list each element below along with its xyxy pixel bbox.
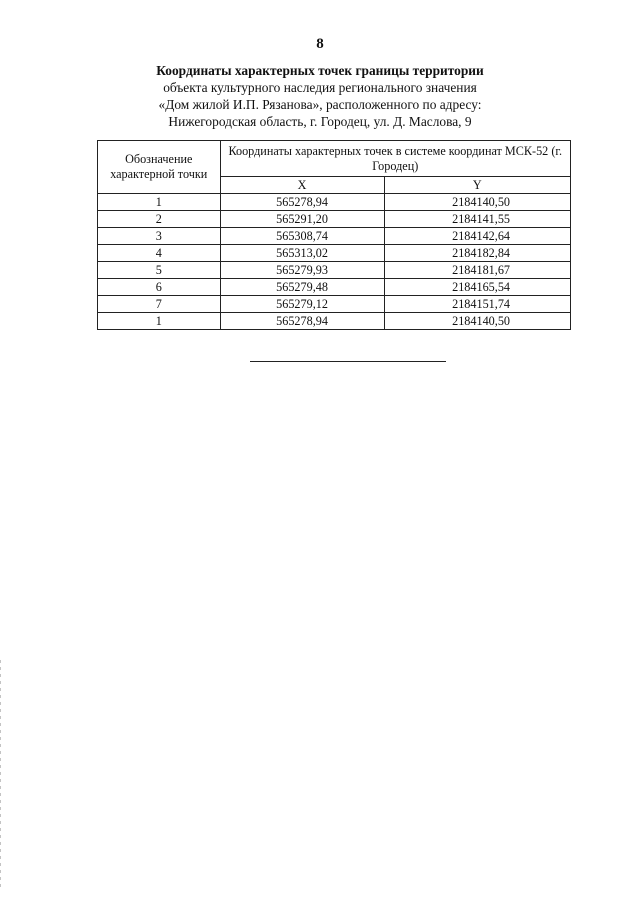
y-cell: 2184182,84	[384, 245, 570, 262]
point-cell: 5	[98, 262, 221, 279]
point-cell: 1	[98, 194, 221, 211]
x-cell: 565278,94	[220, 194, 384, 211]
y-cell: 2184141,55	[384, 211, 570, 228]
point-cell: 6	[98, 279, 221, 296]
point-cell: 1	[98, 313, 221, 330]
point-cell: 2	[98, 211, 221, 228]
point-cell: 7	[98, 296, 221, 313]
y-cell: 2184165,54	[384, 279, 570, 296]
table-row	[98, 296, 571, 313]
y-cell: 2184142,64	[384, 228, 570, 245]
document-heading	[120, 62, 520, 130]
header-y: Y	[384, 177, 570, 194]
table-row	[98, 228, 571, 245]
y-cell: 2184151,74	[384, 296, 570, 313]
header-point-designation: Обозначение характерной точки	[98, 141, 221, 194]
header-coordinate-system: Координаты характерных точек в системе координат МСК-52 (г. Городец)	[220, 141, 570, 177]
x-cell: 565279,48	[220, 279, 384, 296]
y-cell: 2184140,50	[384, 313, 570, 330]
heading-title: Координаты характерных точек границы территории	[156, 63, 484, 78]
header-x: X	[220, 177, 384, 194]
point-cell: 3	[98, 228, 221, 245]
table-row	[98, 245, 571, 262]
x-cell: 565313,02	[220, 245, 384, 262]
y-cell: 2184140,50	[384, 194, 570, 211]
table-row	[98, 194, 571, 211]
end-rule-divider	[250, 361, 446, 362]
x-cell: 565279,12	[220, 296, 384, 313]
page-number: 8	[316, 36, 324, 52]
x-cell: 565308,74	[220, 228, 384, 245]
scan-edge-artifact	[0, 660, 1, 890]
heading-line-address: Нижегородская область, г. Городец, ул. Д. Маслова, 9	[168, 114, 472, 129]
x-cell: 565279,93	[220, 262, 384, 279]
table-row	[98, 262, 571, 279]
heading-line-object: объекта культурного наследия регионального значения	[163, 80, 477, 95]
x-cell: 565291,20	[220, 211, 384, 228]
table-row	[98, 211, 571, 228]
coordinates-table	[97, 140, 571, 330]
y-cell: 2184181,67	[384, 262, 570, 279]
point-cell: 4	[98, 245, 221, 262]
table-row	[98, 313, 571, 330]
heading-line-name: «Дом жилой И.П. Рязанова», расположенного по адресу:	[158, 97, 482, 112]
x-cell: 565278,94	[220, 313, 384, 330]
table-row	[98, 279, 571, 296]
